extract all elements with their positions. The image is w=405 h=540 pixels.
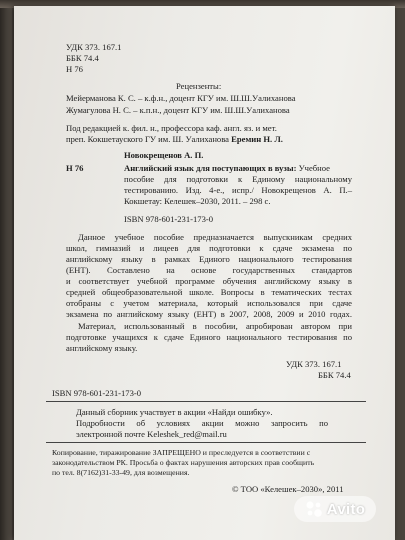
avito-logo-icon [305,500,323,518]
entry-line-3: тестированию. Изд. 4-е., испр./ Новокрещенов А. П.– [124,185,352,195]
reviewers-heading: Рецензенты: [176,81,222,91]
entry-isbn: ISBN 978-601-231-173-0 [124,214,214,224]
book-title: Английский язык для поступающих в вузы: [124,163,297,173]
bbk-code: ББК 74.4 [66,53,99,63]
bottom-bbk: ББК 74.4 [318,370,351,380]
editor-name: Еремин Н. Л. [231,134,283,144]
background-left [0,0,12,540]
entry-author: Новокрещенов А. П. [124,150,204,160]
udk-code: УДК 373. 167.1 [66,42,122,52]
annotation-line: Материал, использованный в пособии, апробирован автором при [78,321,352,331]
bottom-udk: УДК 373. 167.1 [286,359,342,369]
reviewer-line-2: Жумагулова Н. С. – к.п.н., доцент КГУ им. Ш.Ш.Уалиханова [66,105,290,115]
editor-line-2: преп. Кокшетауского ГУ им. Ш. Уалиханова Еремин Н. Л. [66,134,283,144]
annotation-line: экзамена по английскому языку (ЕНТ) в 2007, 2008, 2009 и 2010 годах. [66,309,352,319]
copyright-line-1: Копирование, тиражирование ЗАПРЕЩЕНО и преследуется в соответствии с [52,448,311,457]
entry-line-4: Кокшетау: Келешек–2030, 2011. – 298 с. [124,196,271,206]
annotation-line: английскому языку в рамках Единого национального тестирования [66,254,352,264]
annotation-line: школ, гимназий и лицеев для подготовки к сдаче экзамена по [66,243,352,253]
promo-line-2: Подробности об условиях акции можно запросить по [76,418,328,428]
copyright-notice: © ТОО «Келешек–2030», 2011 [232,484,344,494]
annotation-line: отобраны с учетом материала, который использовался при сдаче [66,298,352,308]
entry-title-line: Английский язык для поступающих в вузы: Учебное [124,163,330,173]
author-code: Н 76 [66,64,83,74]
copyright-line-2: законодательством РК. Просьба о фактах нарушения авторских прав сообщить [52,458,315,467]
promo-line-1: Данный сборник участвует в акции «Найди ошибку». [76,407,273,417]
annotation-line: средней общеобразовательной школе. Вопросы в тематических тестах [66,287,352,297]
annotation-line: Данное учебное пособие предназначается выпускникам средних [78,232,352,242]
editor-line-1: Под редакцией к. фил. н., профессора каф. англ. яз. и мет. [66,123,277,133]
annotation-line: и соответствует учебной программе обучения английскому языку в [66,276,352,286]
divider-bottom [46,442,366,443]
promo-email-line: электронной почте Keleshek_red@mail.ru [76,429,227,439]
avito-brand-text: Avito [326,500,366,518]
annotation-line: английскому языку. [66,343,138,353]
book-page [14,6,395,540]
copyright-line-3: по тел. 8(7162)31-33-49, для возмещения. [52,468,190,477]
avito-watermark [294,496,376,522]
entry-line-2: пособие для подготовки к Единому национальному [124,174,352,184]
divider-top [46,401,366,402]
annotation-line: (ЕНТ). Составлено на основе государственных стандартов [66,265,352,275]
annotation-line: подготовке учащихся к сдаче Единого национального тестирования по [66,332,352,342]
reviewer-line-1: Мейерманова К. С. – к.ф.н., доцент КГУ им. Ш.Ш.Уалиханова [66,93,296,103]
entry-code: Н 76 [66,163,84,173]
isbn-footer: ISBN 978-601-231-173-0 [52,388,142,398]
